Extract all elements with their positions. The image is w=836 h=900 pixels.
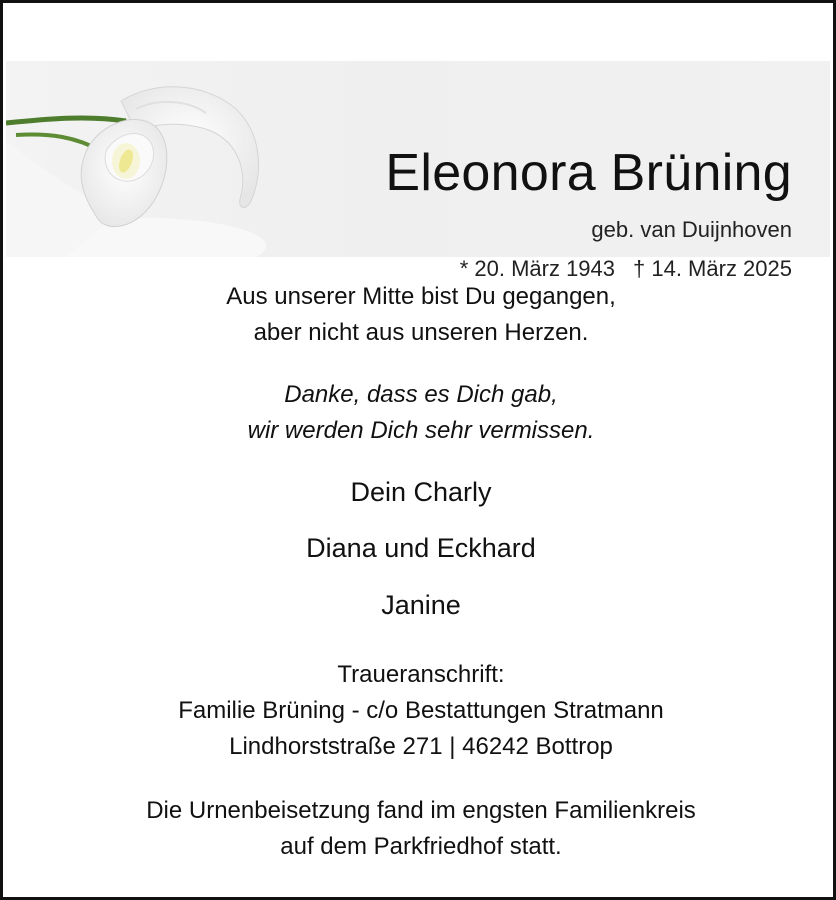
mourner-name: Janine xyxy=(381,590,461,620)
death-date: † 14. März 2025 xyxy=(633,256,792,281)
verse-italic-line: Danke, dass es Dich gab, xyxy=(284,381,558,408)
mourner-name: Diana und Eckhard xyxy=(306,533,536,563)
verse-line: aber nicht aus unseren Herzen. xyxy=(253,319,589,346)
header-band xyxy=(6,61,830,281)
deceased-name: Eleonora Brüning xyxy=(385,144,792,202)
verse-italic-line: wir werden Dich sehr vermissen. xyxy=(247,417,595,444)
mourning-address xyxy=(3,657,836,765)
mourner-name: Dein Charly xyxy=(350,477,492,507)
address-line: Lindhorststraße 271 | 46242 Bottrop xyxy=(229,733,613,760)
address-label: Traueranschrift: xyxy=(337,661,505,688)
verse-italic xyxy=(3,377,836,449)
birth-date: * 20. März 1943 xyxy=(459,256,616,281)
burial-note xyxy=(3,793,836,865)
note-line: Die Urnenbeisetzung fand im engsten Familienkreis xyxy=(146,797,696,824)
calla-lily-icon xyxy=(6,61,276,257)
note-line: auf dem Parkfriedhof statt. xyxy=(280,833,562,860)
address-line: Familie Brüning - c/o Bestattungen Stratmann xyxy=(178,697,664,724)
maiden-name: geb. van Duijnhoven xyxy=(591,217,792,242)
verse xyxy=(3,279,836,351)
verse-line: Aus unserer Mitte bist Du gegangen, xyxy=(226,283,616,310)
